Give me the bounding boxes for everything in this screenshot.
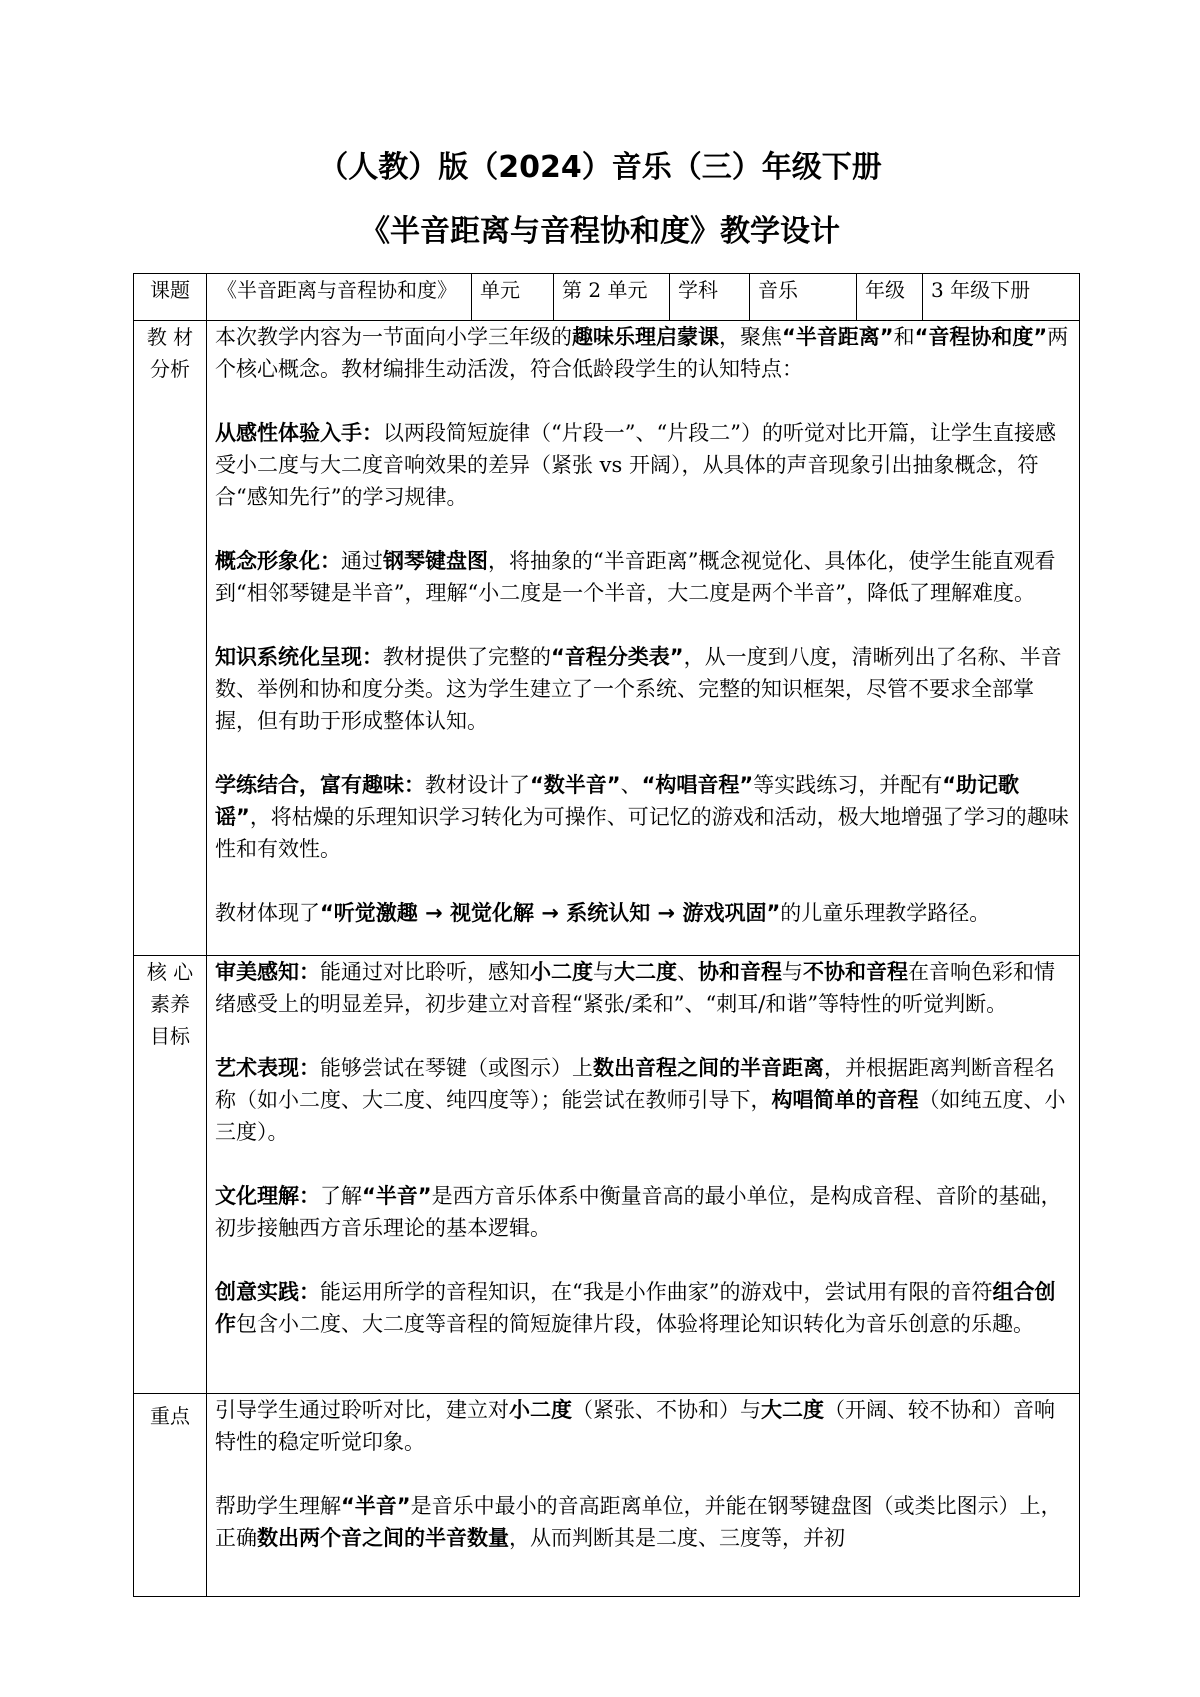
- text-run: 教材体现了: [215, 901, 320, 925]
- analysis-paragraph: [215, 641, 1071, 737]
- bold-text: 大二度: [614, 960, 677, 984]
- grade-label: 年级: [857, 274, 923, 321]
- text-run: 是音乐中最小的音高距离单位，并能在钢琴键盘图（或类比图示）上，正确: [215, 1494, 1062, 1550]
- bold-text: “半音距离”: [782, 325, 894, 349]
- text-run: 引导学生通过聆听对比，建立对: [215, 1398, 509, 1422]
- keypoints-paragraph: [215, 1490, 1071, 1554]
- text-run: 通过: [341, 549, 383, 573]
- text-run: 、: [620, 773, 642, 797]
- text-run: 包含小二度、大二度等音程的简短旋律片段，体验将理论知识转化为音乐创意的乐趣。: [236, 1312, 1034, 1336]
- bold-text: 知识系统化呈现：: [215, 645, 383, 669]
- text-run: 与: [782, 960, 803, 984]
- bold-text: 数出两个音之间的半音数量: [257, 1526, 509, 1550]
- analysis-content: [207, 321, 1080, 956]
- document-title-line1: （人教）版（2024）音乐（三）年级下册: [318, 150, 882, 185]
- header-row: [134, 274, 1080, 321]
- keypoints-content: [207, 1394, 1080, 1597]
- keypoints-label: 重点: [134, 1394, 207, 1597]
- analysis-paragraph: [215, 417, 1071, 513]
- text-run: 两个核心概念。教材编排生动活泼，符合低龄段学生的认知特点：: [215, 325, 1069, 381]
- goals-paragraph: [215, 1052, 1071, 1148]
- subject-value: 音乐: [750, 274, 857, 321]
- keypoints-paragraph: [215, 1394, 1071, 1458]
- unit-label: 单元: [472, 274, 554, 321]
- bold-text: “构唱音程”: [641, 773, 754, 797]
- goals-content: [207, 956, 1080, 1394]
- bold-text: “数半音”: [530, 773, 621, 797]
- text-run: 本次教学内容为一节面向小学三年级的: [215, 325, 572, 349]
- text-run: 教材提供了完整的: [383, 645, 551, 669]
- unit-value: 第 2 单元: [554, 274, 670, 321]
- analysis-label: 教 材 分析: [134, 321, 207, 956]
- topic-value: 《半音距离与音程协和度》: [207, 274, 472, 321]
- bold-text: 概念形象化：: [215, 549, 341, 573]
- text-run: 在音响色彩和情绪感受上的明显差异，初步建立对音程“紧张/柔和”、“刺耳/和谐”等特性的听觉判断。: [215, 960, 1055, 1016]
- bold-text: 不协和音程: [803, 960, 908, 984]
- bold-text: 构唱简单的音程: [771, 1088, 919, 1112]
- text-run: 等实践练习，并配有: [753, 773, 943, 797]
- text-run: ，并根据距离判断音程名称（如小二度、大二度、纯四度等）；能尝试在教师引导下，: [215, 1056, 1055, 1112]
- text-run: （紧张、不协和）与: [572, 1398, 761, 1422]
- bold-text: 从感性体验入手：: [215, 421, 383, 445]
- bold-text: “半音”: [341, 1494, 411, 1518]
- subject-label: 学科: [670, 274, 750, 321]
- text-run: 能够尝试在琴键（或图示）上: [320, 1056, 593, 1080]
- text-run: 、: [677, 960, 698, 984]
- text-run: 能运用所学的音程知识，在“我是小作曲家”的游戏中，尝试用有限的音符: [320, 1280, 993, 1304]
- analysis-paragraph: [215, 897, 1071, 929]
- analysis-paragraph: [215, 321, 1071, 385]
- bold-text: “助记歌谣”: [215, 773, 1020, 829]
- document-title-line2: 《半音距离与音程协和度》教学设计: [360, 214, 840, 249]
- bold-text: 组合创作: [215, 1280, 1056, 1336]
- text-run: 是西方音乐体系中衡量音高的最小单位，是构成音程、音阶的基础，初步接触西方音乐理论的基本逻辑。: [215, 1184, 1062, 1240]
- text-run: 能通过对比聆听，感知: [320, 960, 530, 984]
- bold-text: “音程协和度”: [914, 325, 1048, 349]
- bold-text: 文化理解：: [215, 1184, 320, 1208]
- bold-text: 艺术表现：: [215, 1056, 320, 1080]
- text-run: 以两段简短旋律（“片段一”、“片段二”）的听觉对比开篇，让学生直接感受小二度与大二度音响效果的差异（紧张 vs 开阔），从具体的声音现象引出抽象概念，符合“感知先行”的学习规律。: [215, 421, 1056, 509]
- text-run: ，将枯燥的乐理知识学习转化为可操作、可记忆的游戏和活动，极大地增强了学习的趣味性和有效性。: [215, 805, 1069, 861]
- bold-text: 协和音程: [698, 960, 782, 984]
- grade-value: 3 年级下册: [923, 274, 1080, 321]
- goals-paragraph: [215, 1276, 1071, 1340]
- bold-text: 小二度: [530, 960, 593, 984]
- keypoints-row: [134, 1394, 1080, 1597]
- text-run: ，聚焦: [719, 325, 782, 349]
- bold-text: 数出音程之间的半音距离: [593, 1056, 824, 1080]
- bold-text: 大二度: [761, 1398, 824, 1422]
- bold-text: 审美感知：: [215, 960, 320, 984]
- text-run: 与: [593, 960, 614, 984]
- goals-paragraph: [215, 956, 1071, 1020]
- text-run: ，从一度到八度，清晰列出了名称、半音数、举例和协和度分类。这为学生建立了一个系统、完整的知识框架，尽管不要求全部掌握，但有助于形成整体认知。: [215, 645, 1062, 733]
- text-run: 教材设计了: [425, 773, 530, 797]
- bold-text: “听觉激趣 → 视觉化解 → 系统认知 → 游戏巩固”: [320, 901, 781, 925]
- text-run: 和: [893, 325, 915, 349]
- goals-label: 核 心 素养 目标: [134, 956, 207, 1394]
- text-run: ，从而判断其是二度、三度等，并初: [509, 1526, 845, 1550]
- analysis-paragraph: [215, 545, 1071, 609]
- topic-label: 课题: [134, 274, 207, 321]
- bold-text: 小二度: [509, 1398, 572, 1422]
- bold-text: 钢琴键盘图: [383, 549, 488, 573]
- goals-paragraph: [215, 1180, 1071, 1244]
- analysis-row: [134, 321, 1080, 956]
- goals-row: [134, 956, 1080, 1394]
- lesson-plan-table: [133, 273, 1080, 1597]
- bold-text: 趣味乐理启蒙课: [572, 325, 719, 349]
- text-run: 了解: [320, 1184, 362, 1208]
- text-run: 帮助学生理解: [215, 1494, 341, 1518]
- text-run: （如纯五度、小三度）。: [215, 1088, 1066, 1144]
- bold-text: “音程分类表”: [551, 645, 684, 669]
- bold-text: “半音”: [362, 1184, 432, 1208]
- analysis-paragraph: [215, 769, 1071, 865]
- text-run: 的儿童乐理教学路径。: [780, 901, 991, 925]
- bold-text: 学练结合，富有趣味：: [215, 773, 425, 797]
- bold-text: 创意实践：: [215, 1280, 320, 1304]
- text-run: ，将抽象的“半音距离”概念视觉化、具体化，使学生能直观看到“相邻琴键是半音”，理解“小二度是一个半音，大二度是两个半音”，降低了理解难度。: [215, 549, 1056, 605]
- text-run: （开阔、较不协和）音响特性的稳定听觉印象。: [215, 1398, 1055, 1454]
